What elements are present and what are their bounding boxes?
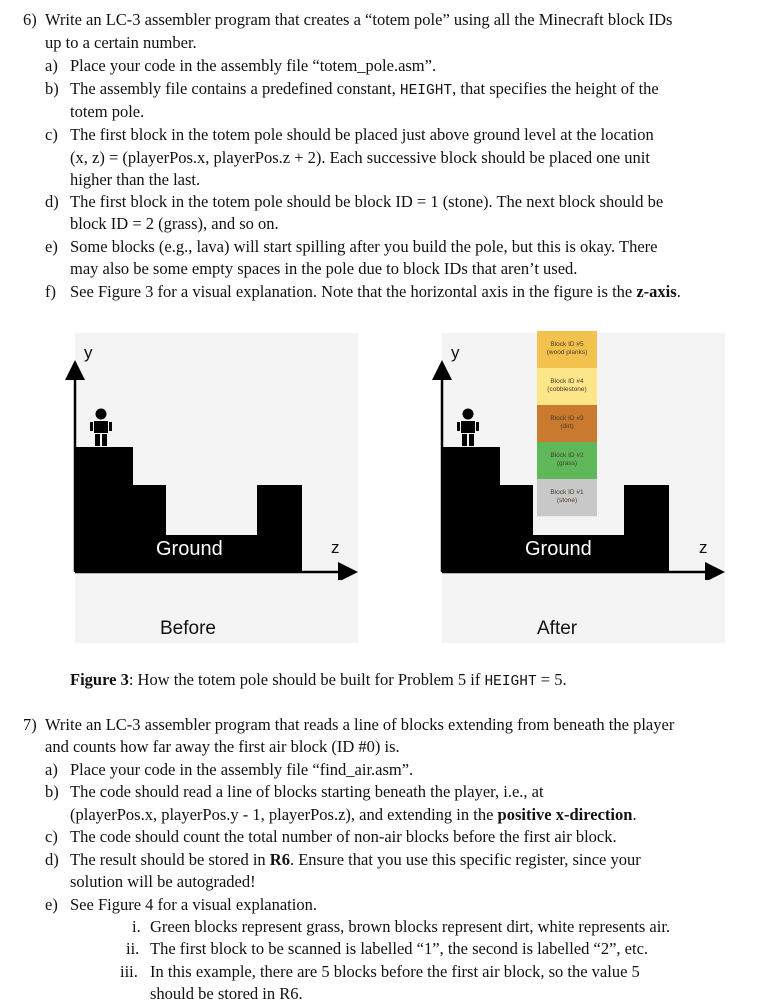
totem-block-id: Block ID #4 (550, 378, 584, 385)
q7e-ii-label: ii. (126, 939, 140, 958)
q6c-label: c) (45, 125, 58, 144)
q7-intro-line2: and counts how far away the first air block (ID #0) is. (45, 737, 400, 756)
q7a-text: Place your code in the assembly file “find_air.asm”. (70, 760, 414, 779)
before-label: Before (160, 618, 216, 639)
totem-block (537, 331, 597, 369)
q6c-line3: higher than the last. (70, 170, 201, 189)
totem-block (537, 479, 597, 517)
caption-bold: Figure 3 (70, 670, 129, 689)
q7d-label: d) (45, 850, 59, 869)
q7d-line1 (70, 849, 641, 871)
caption-code: HEIGHT (484, 674, 537, 690)
totem-block-name: (wood planks) (546, 349, 588, 356)
q7b-pre: (playerPos.x, playerPos.y - 1, playerPos.z), and extending in the (70, 805, 494, 824)
totem-block-id: Block ID #3 (550, 415, 584, 422)
q7e-iii-line1: In this example, there are 5 blocks before the first air block, so the value 5 (150, 962, 640, 981)
q6d-line2: block ID = 2 (grass), and so on. (70, 214, 279, 233)
q6-intro-line1: Write an LC-3 assembler program that creates a “totem pole” using all the Minecraft block IDs (45, 10, 673, 29)
totem-block-id: Block ID #2 (550, 452, 584, 459)
q6f-pre: See Figure 3 for a visual explanation. Note that the horizontal axis in the figure is the (70, 282, 633, 301)
totem-block (537, 442, 597, 480)
q7b-label: b) (45, 782, 59, 801)
q6b-line2: totem pole. (70, 102, 145, 121)
before-y-axis-label: y (84, 343, 93, 362)
after-ground-label: Ground (525, 538, 592, 560)
totem-block-name: (cobblestone) (547, 386, 587, 393)
totem-block (537, 368, 597, 406)
after-y-axis-label: y (451, 343, 460, 362)
q7e-i-text: Green blocks represent grass, brown blocks represent dirt, white represents air. (150, 917, 671, 936)
q7d-post: . Ensure that you use this specific register, since your (289, 850, 641, 869)
q7a-label: a) (45, 760, 58, 779)
after-z-axis-label: z (699, 538, 708, 557)
q6d-line1: The first block in the totem pole should be block ID = 1 (stone). The next block should be (70, 192, 664, 211)
q6b-pre: The assembly file contains a predefined constant, (70, 79, 396, 98)
q7d-line2: solution will be autograded! (70, 872, 256, 891)
q7b-post: . (632, 805, 637, 824)
q7-number: 7) (23, 715, 37, 734)
caption-post: = 5. (540, 670, 567, 689)
q7e-ii-text: The first block to be scanned is labelled “1”, the second is labelled “2”, etc. (150, 939, 649, 958)
player-icon (90, 409, 112, 447)
before-ground-label: Ground (156, 538, 223, 560)
caption-pre: : How the totem pole should be built for Problem 5 if (128, 670, 481, 689)
q6e-line2: may also be some empty spaces in the pole due to block IDs that aren’t used. (70, 259, 578, 278)
totem-block-name: (stone) (556, 497, 578, 504)
q6b-code: HEIGHT (399, 83, 453, 99)
q7e-iii-line2: should be stored in R6. (150, 984, 303, 1003)
q6a-text: Place your code in the assembly file “totem_pole.asm”. (70, 56, 437, 75)
q7d-bold: R6 (269, 850, 290, 869)
q6e-line1: Some blocks (e.g., lava) will start spilling after you build the pole, but this is okay. There (70, 237, 658, 256)
after-label: After (537, 618, 578, 639)
q6b-label: b) (45, 79, 59, 98)
q7b-bold: positive x-direction (497, 805, 633, 824)
q6f-line (70, 281, 681, 303)
q7b-line2 (70, 804, 637, 826)
totem-block-name: (grass) (556, 460, 578, 467)
q6f-bold: z-axis (636, 282, 677, 301)
q6b-line1 (70, 78, 659, 102)
q7-intro-line1: Write an LC-3 assembler program that reads a line of blocks extending from beneath the player (45, 715, 675, 734)
q7e-label: e) (45, 895, 58, 914)
q6-number: 6) (23, 10, 37, 29)
player-icon (457, 409, 479, 447)
q6e-label: e) (45, 237, 58, 256)
q6a-label: a) (45, 56, 58, 75)
q6f-label: f) (45, 282, 56, 301)
q6c-line2: (x, z) = (playerPos.x, playerPos.z + 2). Each successive block should be placed one unit (70, 148, 650, 167)
q7e-i-label: i. (132, 917, 141, 936)
q6b-post: , that specifies the height of the (452, 79, 659, 98)
q7c-text: The code should count the total number of non-air blocks before the first air block. (70, 827, 617, 846)
totem-block-name: (dirt) (560, 423, 574, 430)
q7e-text: See Figure 4 for a visual explanation. (70, 895, 317, 914)
totem-block-id: Block ID #5 (550, 341, 584, 348)
q6d-label: d) (45, 192, 59, 211)
q7c-label: c) (45, 827, 58, 846)
q6-intro-line2: up to a certain number. (45, 33, 197, 52)
q7b-line1: The code should read a line of blocks starting beneath the player, i.e., at (70, 782, 544, 801)
before-z-axis-label: z (331, 538, 340, 557)
q7e-iii-label: iii. (120, 962, 138, 981)
figure-3-caption (70, 669, 567, 693)
totem-block (537, 405, 597, 443)
totem-block-id: Block ID #1 (550, 489, 584, 496)
q7d-pre: The result should be stored in (70, 850, 266, 869)
q6f-post: . (676, 282, 681, 301)
q6c-line1: The first block in the totem pole should be placed just above ground level at the location (70, 125, 654, 144)
